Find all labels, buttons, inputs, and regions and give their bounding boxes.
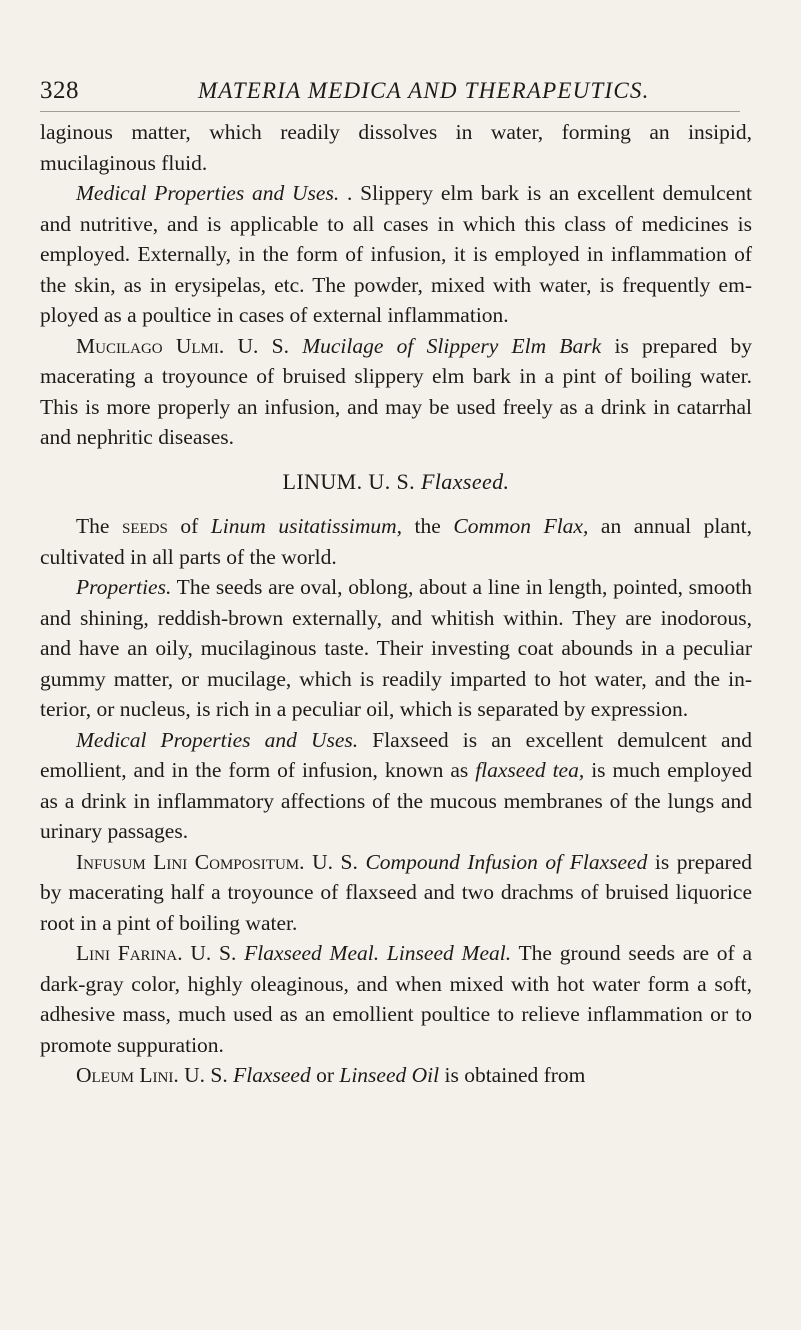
section-title: Medical Properties and Uses. [76, 727, 359, 752]
paragraph-text: an annual plant, cultivated in all parts of the world. [40, 514, 752, 569]
header-rule [40, 111, 740, 112]
paragraph-text: laginous matter, which readily dissolves in water, forming an insipid, mucilaginous fluid. [40, 120, 752, 175]
paragraph-medical-properties-flax [40, 725, 752, 847]
paragraph-text: The ground seeds are of a dark-gray color, highly oleaginous, and when mixed with hot water form a soft, adhesive mass, much used as an emollient poultice to relieve inflammation or to promote suppuration. [40, 941, 752, 1057]
common-name: Common Flax, [453, 514, 589, 538]
paragraph-text: The seeds are oval, oblong, about a line in length, pointed, smooth and shining, reddish-brown externally, and whitish within. They are inodorous, and have an oily, mucilaginous taste. Their investing coat abounds in a peculiar gummy matter, or mucilage, which is readily imparted to hot water, and the interior, or nucleus, is rich in a peculiar oil, which is separated by expression. [40, 575, 752, 721]
paragraph-text: The [76, 514, 122, 538]
paragraph-linum-intro [40, 511, 752, 572]
preparation-title: Compound Infusion of Flaxseed [365, 849, 648, 874]
botanical-name: Linum usitatissimum, [210, 514, 402, 538]
paragraph-text: . Slippery elm bark is an excellent demulcent and nutritive, and is applicable to all cases in which this class of medicines is employed. Externally, in the form of infusion, it is employed in inflammation of the skin, as in erysipelas, etc. The powder, mixed with water, is frequently employed as a poultice in cases of external inflammation. [40, 181, 752, 327]
section-title: Properties. [76, 575, 172, 599]
paragraph-text: or [310, 1063, 340, 1087]
paragraph-text: is obtained from [439, 1063, 586, 1087]
preparation-name: Oleum Lini. U. S. [76, 1063, 228, 1087]
paragraph-infusum-lini [40, 847, 752, 939]
paragraph-text: the [402, 514, 454, 538]
preparation-title: Flaxseed [233, 1063, 311, 1087]
italic-term: flaxseed tea, [475, 758, 585, 782]
section-title: Medical Properties and Uses. [76, 181, 340, 205]
preparation-name: Mucilago Ulmi. U. S. [76, 333, 289, 358]
paragraph-oleum-lini [40, 1060, 752, 1091]
page-number: 328 [40, 77, 79, 104]
paragraph-properties [40, 572, 752, 725]
paragraph-medical-properties-elm [40, 178, 752, 331]
paragraph-lini-farina [40, 938, 752, 1060]
running-head: MATERIA MEDICA AND THERAPEUTICS. [198, 78, 650, 103]
heading-sub: Flaxseed. [420, 468, 510, 494]
preparation-title: Flaxseed Meal. Linseed Meal. [244, 941, 512, 965]
heading-main: LINUM. U. S. [282, 468, 416, 494]
paragraph-text: is prepared by macerating a troyounce of bruised slippery elm bark in a pint of boiling water. This is more properly an infusion, and may be used freely as a drink in catarrhal and nephritic diseases. [40, 333, 752, 449]
section-heading-linum [40, 467, 752, 498]
paragraph-continuation [40, 117, 752, 178]
preparation-title: Linseed Oil [339, 1063, 440, 1087]
paragraph-text: is much employed as a drink in inflammatory affections of the mucous membranes of the lungs and urinary passages. [40, 758, 752, 843]
preparation-name: Lini Farina. U. S. [76, 941, 237, 965]
preparation-name: Infusum Lini Compositum. U. S. [76, 849, 358, 874]
page-header [40, 76, 740, 112]
paragraph-text: of [167, 514, 211, 538]
preparation-title: Mucilage of Slippery Elm Bark [302, 333, 602, 358]
paragraph-text: is prepared by macerating half a troyounce of flaxseed and two drachms of bruised liquorice root in a pint of boiling water. [40, 849, 753, 935]
paragraph-text: Flaxseed is an excellent demulcent and emollient, and in the form of infusion, known as [40, 727, 752, 782]
paragraph-mucilago-ulmi [40, 331, 752, 453]
small-caps-term: seeds [121, 514, 168, 538]
body-text [40, 117, 752, 1091]
